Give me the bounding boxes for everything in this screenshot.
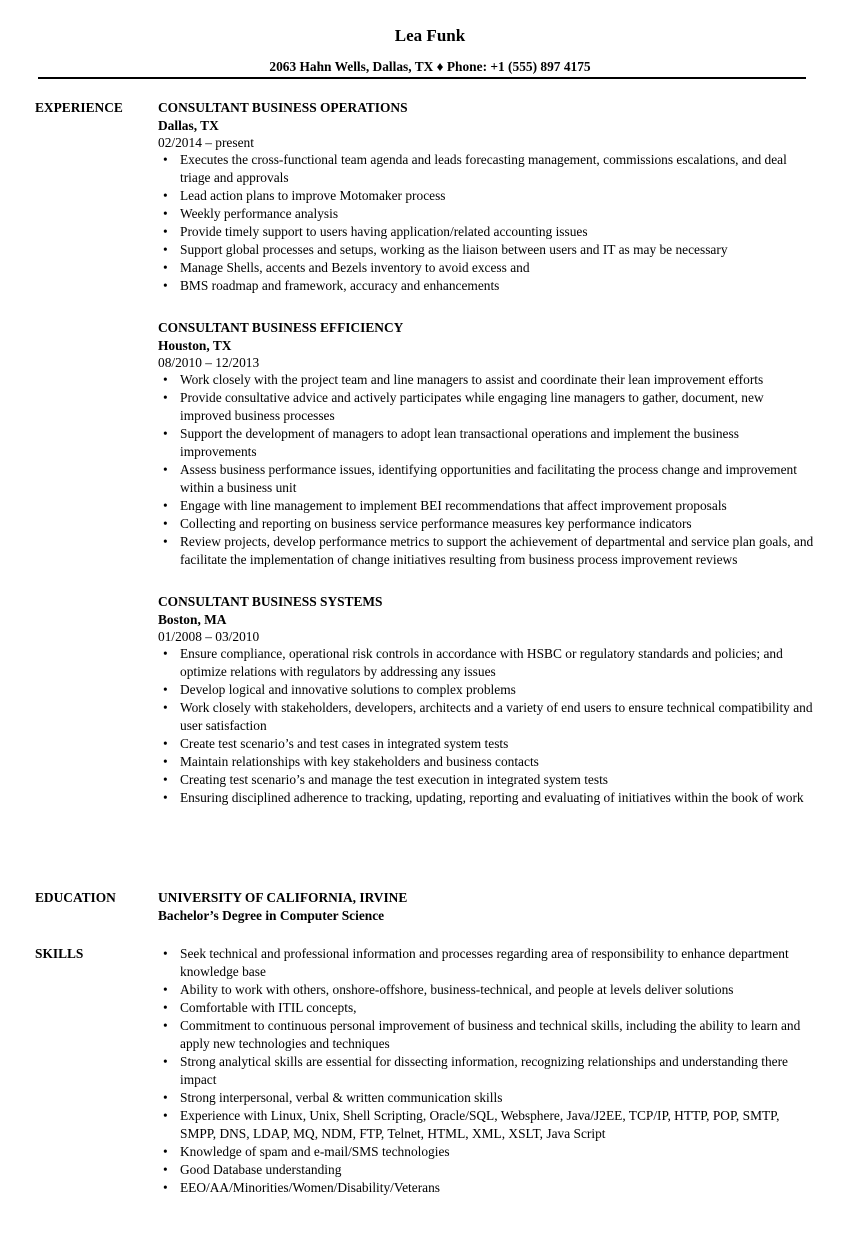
job-bullets [158, 151, 818, 295]
job-bullets [158, 645, 818, 807]
bullet-item: • Experience with Linux, Unix, Shell Scripting, Oracle/SQL, Websphere, Java/J2EE, TCP/IP, HTTP, POP, SMTP, SMPP, DNS, LDAP, MQ, NDM, FTP, Telnet, HTML, XML, XSLT, Java Script [158, 1107, 818, 1143]
bullet-item: • Knowledge of spam and e-mail/SMS technologies [158, 1143, 818, 1161]
education-body [158, 889, 818, 925]
bullet-item: • Engage with line management to implement BEI recommendations that affect improvement proposals [158, 497, 818, 515]
job-location: Dallas, TX [158, 118, 219, 133]
bullet-item: • Seek technical and professional information and processes regarding area of responsibility to enhance department knowledge base [158, 945, 818, 981]
bullet-item: • Work closely with the project team and line managers to assist and coordinate their lean improvement efforts [158, 371, 818, 389]
bullet-item: • Comfortable with ITIL concepts, [158, 999, 818, 1017]
bullet-item: • Review projects, develop performance metrics to support the achievement of departmental and service plan goals, and facilitate the implementation of change initiatives resulting from business process improvement reviews [158, 533, 818, 569]
bullet-item: • Ensure compliance, operational risk controls in accordance with HSBC or regulatory standards and policies; and optimize relations with regulators by addressing any issues [158, 645, 818, 681]
bullet-item: • Maintain relationships with key stakeholders and business contacts [158, 753, 818, 771]
job-title: CONSULTANT BUSINESS OPERATIONS [158, 100, 408, 115]
bullet-item: • Ability to work with others, onshore-offshore, business-technical, and people at levels deliver solutions [158, 981, 818, 999]
candidate-name: Lea Funk [394, 26, 466, 45]
bullet-item: • Develop logical and innovative solutions to complex problems [158, 681, 818, 699]
bullet-item: • Strong analytical skills are essential for dissecting information, recognizing relationships and understanding there impact [158, 1053, 818, 1089]
skills-body [158, 945, 818, 1197]
education-label: EDUCATION [35, 890, 116, 905]
bullet-item: • Manage Shells, accents and Bezels inventory to avoid excess and [158, 259, 818, 277]
job-location: Boston, MA [158, 612, 227, 627]
skills-bullets [158, 945, 818, 1197]
contact-line: 2063 Hahn Wells, Dallas, TX ♦ Phone: +1 (555) 897 4175 [269, 59, 591, 74]
job-location: Houston, TX [158, 338, 232, 353]
bullet-item: • Provide timely support to users having application/related accounting issues [158, 223, 818, 241]
bullet-item: • Weekly performance analysis [158, 205, 818, 223]
bullet-item: • Support the development of managers to adopt lean transactional operations and implement the business improvements [158, 425, 818, 461]
bullet-item: • Create test scenario’s and test cases in integrated system tests [158, 735, 818, 753]
job-bullets [158, 371, 818, 569]
bullet-item: • BMS roadmap and framework, accuracy and enhancements [158, 277, 818, 295]
bullet-item: • Provide consultative advice and actively participates while engaging line managers to gather, document, new improved business processes [158, 389, 818, 425]
bullet-item: • Creating test scenario’s and manage the test execution in integrated system tests [158, 771, 818, 789]
bullet-item: • Lead action plans to improve Motomaker process [158, 187, 818, 205]
bullet-item: • Collecting and reporting on business service performance measures key performance indicators [158, 515, 818, 533]
job-title: CONSULTANT BUSINESS EFFICIENCY [158, 320, 404, 335]
job-dates: 01/2008 – 03/2010 [158, 629, 260, 644]
experience-label: EXPERIENCE [35, 100, 123, 115]
degree: Bachelor’s Degree in Computer Science [158, 908, 385, 923]
job-dates: 08/2010 – 12/2013 [158, 355, 260, 370]
bullet-item: • Support global processes and setups, working as the liaison between users and IT as may be necessary [158, 241, 818, 259]
skills-label: SKILLS [35, 946, 84, 961]
bullet-item: • Ensuring disciplined adherence to tracking, updating, reporting and evaluating of initiatives within the book of work [158, 789, 818, 807]
job-entry [158, 593, 818, 807]
school-name: UNIVERSITY OF CALIFORNIA, IRVINE [158, 890, 408, 905]
job-title: CONSULTANT BUSINESS SYSTEMS [158, 594, 383, 609]
job-entry [158, 99, 818, 295]
job-dates: 02/2014 – present [158, 135, 254, 150]
bullet-item: • Strong interpersonal, verbal & written communication skills [158, 1089, 818, 1107]
bullet-item: • Executes the cross-functional team agenda and leads forecasting management, commissions escalations, and deal triage and approvals [158, 151, 818, 187]
job-entry [158, 319, 818, 569]
bullet-item: • Commitment to continuous personal improvement of business and technical skills, including the ability to learn and apply new technologies and techniques [158, 1017, 818, 1053]
experience-body [158, 99, 818, 831]
bullet-item: • EEO/AA/Minorities/Women/Disability/Veterans [158, 1179, 818, 1197]
header-divider [38, 77, 806, 79]
bullet-item: • Work closely with stakeholders, developers, architects and a variety of end users to ensure technical compatibility and user satisfaction [158, 699, 818, 735]
bullet-item: • Good Database understanding [158, 1161, 818, 1179]
bullet-item: • Assess business performance issues, identifying opportunities and facilitating the process change and improvement within a business unit [158, 461, 818, 497]
